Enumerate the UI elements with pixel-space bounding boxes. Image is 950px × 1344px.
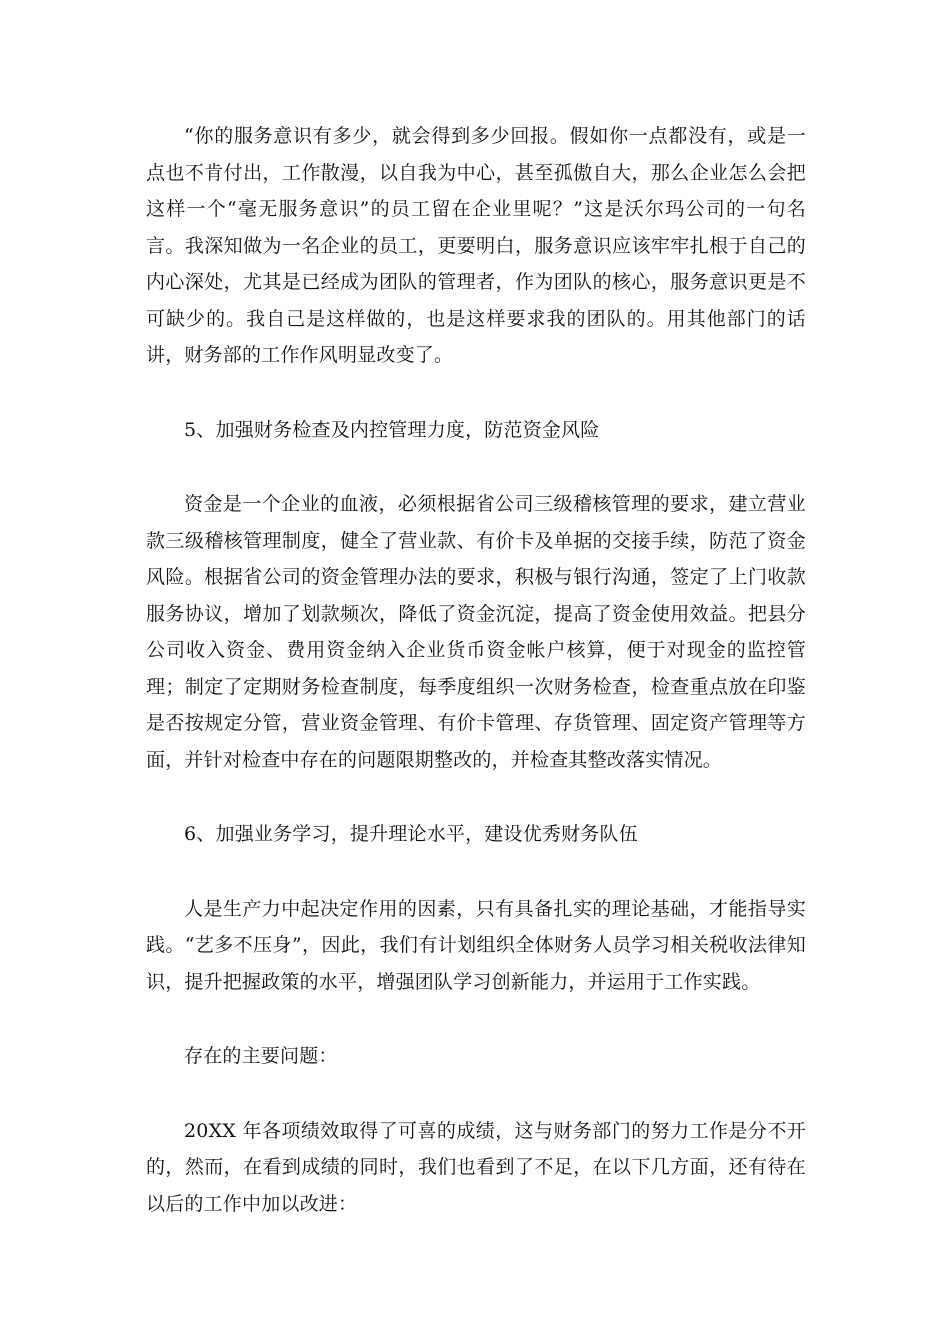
paragraph-gap [146,778,806,816]
paragraph-learning: 人是生产力中起决定作用的因素，只有具备扎实的理论基础，才能指导实践。“艺多不压身”，因此，我们有计划组织全体财务人员学习相关税收法律知识，提升把握政策的水平，增强团队学习创新能力，并运用于工作实践。 [146,897,806,993]
section-heading-6: 6、加强业务学习，提升理论水平，建设优秀财务队伍 [184,823,638,845]
paragraph-gap [146,374,806,412]
paragraph-gap [146,448,806,486]
section-heading-5: 5、加强财务检查及内控管理力度，防范资金风险 [184,418,600,441]
paragraph-gap [146,853,806,891]
section-heading-problems: 存在的主要问题： [184,1045,338,1067]
paragraph-service-awareness: “你的服务意识有多少，就会得到多少回报。假如你一点都没有，或是一点也不肯付出，工作散漫，以自我为中心，甚至孤傲自大，那么企业怎么会把这样一个“毫无服务意识”的员工留在企业里呢？”这是沃尔玛公司的一句名言。我深知做为一名企业的员工，更要明白，服务意识应该牢牢扎根于自己的内心深处，尤其是已经成为团队的管理者，作为团队的核心，服务意识更是不可缺少的。我自己是这样做的，也是这样要求我的团队的。用其他部门的话讲，财务部的工作作风明显改变了。 [146,125,806,366]
paragraph-achievements: 20XX 年各项绩效取得了可喜的成绩，这与财务部门的努力工作是分不开的，然而，在看到成绩的同时，我们也看到了不足，在以下几方面，还有待在以后的工作中加以改进： [146,1119,806,1215]
document-body [146,118,806,1222]
paragraph-gap [146,1000,806,1038]
paragraph-gap [146,1075,806,1113]
paragraph-fund-management: 资金是一个企业的血液，必须根据省公司三级稽核管理的要求，建立营业款三级稽核管理制度，健全了营业款、有价卡及单据的交接手续，防范了资金风险。根据省公司的资金管理办法的要求，积极与银行沟通，签定了上门收款服务协议，增加了划款频次，降低了资金沉淀，提高了资金使用效益。把县分公司收入资金、费用资金纳入企业货币资金帐户核算，便于对现金的监控管理；制定了定期财务检查制度，每季度组织一次财务检查，检查重点放在印鉴是否按规定分管，营业资金管理、有价卡管理、存货管理、固定资产管理等方面，并针对检查中存在的问题限期整改的，并检查其整改落实情况。 [146,493,806,771]
